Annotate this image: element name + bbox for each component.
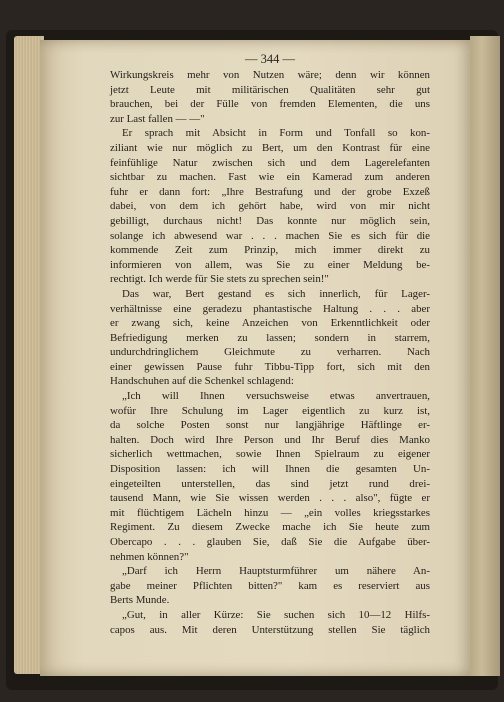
- text-line: Regiment. Zu diesem Zwecke mache ich Sie heute zum: [110, 521, 430, 534]
- facing-page-edge: [470, 36, 500, 676]
- text-line: Handschuhen auf die Schenkel schlagend:: [110, 375, 294, 388]
- text-line: einer gewissen Pause fuhr Tibbu-Tipp fort, sich mit den: [110, 360, 430, 373]
- text-line: verhältnisse eine geradezu phantastische Haltung . . . aber: [110, 302, 430, 315]
- text-line: brauchen, bei der Fülle von fremden Elementen, die uns: [110, 98, 430, 111]
- text-line: Das war, Bert gestand es sich innerlich, für Lager-: [122, 287, 430, 300]
- text-line: Befriedigung merken zu lassen; sondern in starrem,: [110, 331, 430, 344]
- text-line: capos aus. Mit deren Unterstützung stellen Sie täglich: [110, 623, 430, 636]
- text-line: „Gut, in aller Kürze: Sie suchen sich 10—12 Hilfs-: [122, 608, 430, 621]
- text-line: wofür Ihre Schulung im Lager eigentlich zu kurz ist,: [110, 404, 430, 417]
- text-line: sichtbar zu machen. Fast wie ein Kamerad zum anderen: [110, 171, 430, 184]
- text-line: er zwang sich, keine Anzeichen von Erkenntlichkeit oder: [110, 317, 430, 330]
- text-line: zur Last fallen — —": [110, 112, 205, 125]
- text-line: tausend Mann, wie Sie wissen werden . . . also", fügte er: [110, 492, 430, 505]
- text-line: halten. Doch wird Ihre Person und Ihr Beruf dies Manko: [110, 433, 430, 446]
- text-line: jetzt Leute mit militärischen Qualitäten sehr gut: [110, 83, 430, 96]
- text-line: gebilligt, durchaus nicht! Das konnte nur möglich sein,: [110, 214, 430, 227]
- text-line: Wirkungskreis mehr von Nutzen wäre; denn wir können: [110, 69, 430, 81]
- text-line: sicherlich wettmachen, sowie Ihnen Spielraum zu eigener: [110, 448, 430, 461]
- text-line: da solche Posten sonst nur langjährige Häftlinge er-: [110, 419, 430, 432]
- text-line: solange ich abwesend war . . . machen Sie es sich für die: [110, 229, 430, 242]
- text-line: Berts Munde.: [110, 594, 170, 607]
- text-line: informieren von allem, was Sie zu einer Meldung be-: [110, 258, 430, 271]
- text-line: Obercapo . . . glauben Sie, daß Sie die Aufgabe über-: [110, 536, 430, 548]
- text-line: undurchdringlichem Gleichmute zu verharren. Nach: [110, 346, 430, 359]
- text-line: feinfühlige Natur zwischen sich und dem Lagerelefanten: [110, 156, 430, 169]
- body-text: [110, 68, 430, 637]
- text-line: ziliant wie nur möglich zu Bert, um den Kontrast für eine: [110, 141, 430, 154]
- text-line: „Darf ich Herrn Hauptsturmführer um nähere An-: [122, 565, 430, 578]
- page-number: — 344 —: [245, 52, 295, 66]
- text-line: Er sprach mit Absicht in Form und Tonfall so kon-: [122, 127, 430, 140]
- text-line: „Ich will Ihnen versuchsweise etwas anvertrauen,: [122, 390, 430, 403]
- text-line: kommende Zeit zum Prinzip, mich immer direkt zu: [110, 244, 430, 257]
- text-line: nehmen können?": [110, 550, 189, 563]
- text-line: Disposition lassen: ich will Ihnen die gesamten Un-: [110, 463, 430, 476]
- text-line: gabe meiner Pflichten bitten?" kam es reserviert aus: [110, 579, 430, 592]
- text-line: fuhr er dann fort: „Ihre Bestrafung und der grobe Exzeß: [110, 185, 430, 198]
- text-line: eingeteilten unterstellen, das sind jetzt rund drei-: [110, 477, 430, 490]
- text-line: mit flüchtigem Lächeln hinzu — „ein volles kriegsstarkes: [110, 506, 430, 519]
- text-line: rechtigt. Ich werde für Sie stets zu sprechen sein!": [110, 273, 329, 286]
- text-line: dabei, von dem ich gehört habe, wird von mir nicht: [110, 200, 430, 213]
